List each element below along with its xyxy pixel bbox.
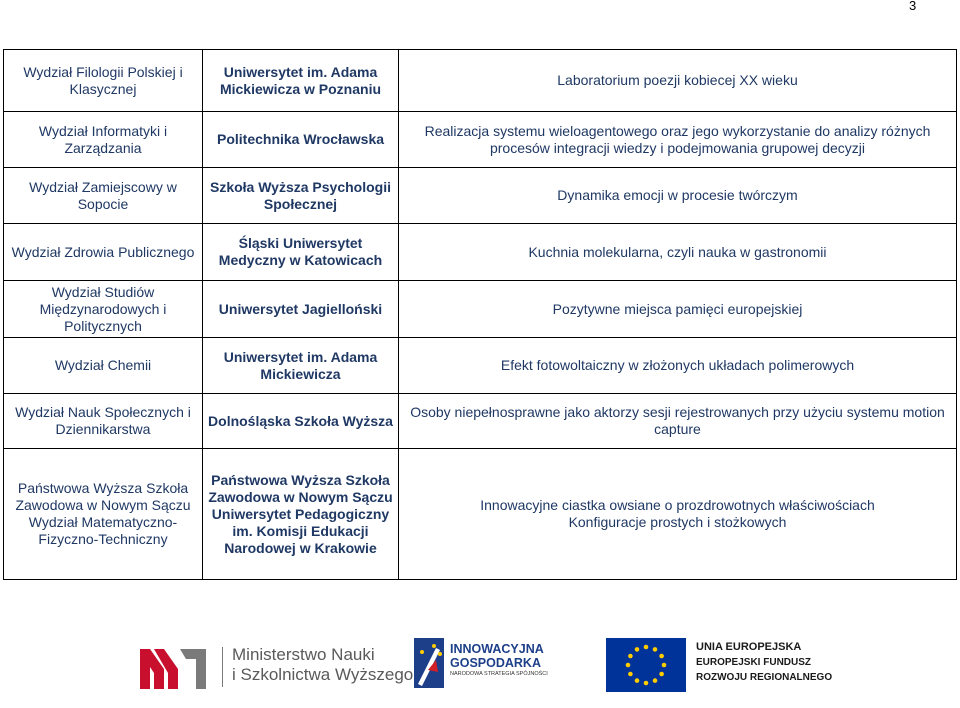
topic-cell: Pozytywne miejsca pamięci europejskiej	[399, 281, 957, 338]
ig-line3: NARODOWA STRATEGIA SPÓJNOŚCI	[450, 671, 548, 677]
eu-line3: ROZWOJU REGIONALNEGO	[696, 672, 833, 683]
faculty-cell: Wydział Filologii Polskiej i Klasycznej	[4, 50, 203, 112]
ig-line1: INNOWACYJNA	[450, 642, 544, 656]
ig-line2: GOSPODARKA	[450, 656, 541, 670]
university-cell: Uniwersytet im. Adama Mickiewicza w Poznaniu	[203, 50, 399, 112]
topic-cell: Realizacja systemu wieloagentowego oraz jego wykorzystanie do analizy różnych procesów integracji wiedzy i podejmowania grupowej decyzji	[399, 112, 957, 168]
table-row	[4, 449, 957, 580]
innovative-economy-icon	[414, 638, 444, 688]
ministry-line1: Ministerstwo Nauki	[232, 645, 375, 664]
table-row	[4, 50, 957, 112]
topic-b: Konfiguracje prostych i stożkowych	[568, 514, 787, 530]
faculty-cell: Wydział Chemii	[4, 338, 203, 394]
university-group-cell	[203, 449, 399, 580]
faculty-group-cell	[4, 449, 203, 580]
faculty-cell: Wydział Zdrowia Publicznego	[4, 224, 203, 281]
university-cell: Politechnika Wrocławska	[203, 112, 399, 168]
ministry-line2: i Szkolnictwa Wyższego	[232, 665, 414, 684]
faculty-cell: Wydział Zamiejscowy w Sopocie	[4, 168, 203, 224]
topic-cell: Efekt fotowoltaiczny w złożonych układach polimerowych	[399, 338, 957, 394]
eu-flag-icon	[606, 638, 686, 692]
university-cell: Szkoła Wyższa Psychologii Społecznej	[203, 168, 399, 224]
topic-group-cell	[399, 449, 957, 580]
faculty-b: Wydział Matematyczno-Fizyczno-Techniczny	[28, 514, 178, 547]
eu-line2: EUROPEJSKI FUNDUSZ	[696, 657, 812, 668]
sponsor-logos	[0, 628, 960, 708]
table-row	[4, 168, 957, 224]
ministry-logo	[140, 643, 414, 693]
topic-a: Innowacyjne ciastka owsiane o prozdrowotnych właściwościach	[480, 497, 875, 513]
table-row	[4, 338, 957, 394]
university-a: Państwowa Wyższa Szkoła Zawodowa w Nowym Sączu	[208, 471, 393, 505]
innovative-economy-logo	[414, 636, 564, 692]
topic-cell: Kuchnia molekularna, czyli nauka w gastronomii	[399, 224, 957, 281]
faculty-cell: Wydział Studiów Międzynarodowych i Politycznych	[4, 281, 203, 338]
eu-line1: UNIA EUROPEJSKA	[696, 641, 802, 653]
ministry-emblem-icon	[140, 649, 206, 689]
university-cell: Uniwersytet Jagielloński	[203, 281, 399, 338]
ministry-divider	[222, 647, 223, 687]
table-row	[4, 112, 957, 168]
page-number: 3	[909, 0, 917, 13]
eu-logo	[606, 638, 833, 694]
topic-cell: Laboratorium poezji kobiecej XX wieku	[399, 50, 957, 112]
topic-cell: Osoby niepełnosprawne jako aktorzy sesji rejestrowanych przy użyciu systemu motion capture	[399, 394, 957, 449]
faculty-cell: Wydział Informatyki i Zarządzania	[4, 112, 203, 168]
faculty-a: Państwowa Wyższa Szkoła Zawodowa w Nowym Sączu	[15, 480, 191, 513]
workshop-table	[3, 49, 957, 580]
university-cell: Śląski Uniwersytet Medyczny w Katowicach	[203, 224, 399, 281]
table-row	[4, 394, 957, 449]
table-row	[4, 281, 957, 338]
table-row	[4, 224, 957, 281]
university-cell: Dolnośląska Szkoła Wyższa	[203, 394, 399, 449]
university-cell: Uniwersytet im. Adama Mickiewicza	[203, 338, 399, 394]
topic-cell: Dynamika emocji w procesie twórczym	[399, 168, 957, 224]
university-b: Uniwersytet Pedagogiczny im. Komisji Edukacji Narodowej w Krakowie	[211, 505, 390, 556]
faculty-cell: Wydział Nauk Społecznych i Dziennikarstwa	[4, 394, 203, 449]
